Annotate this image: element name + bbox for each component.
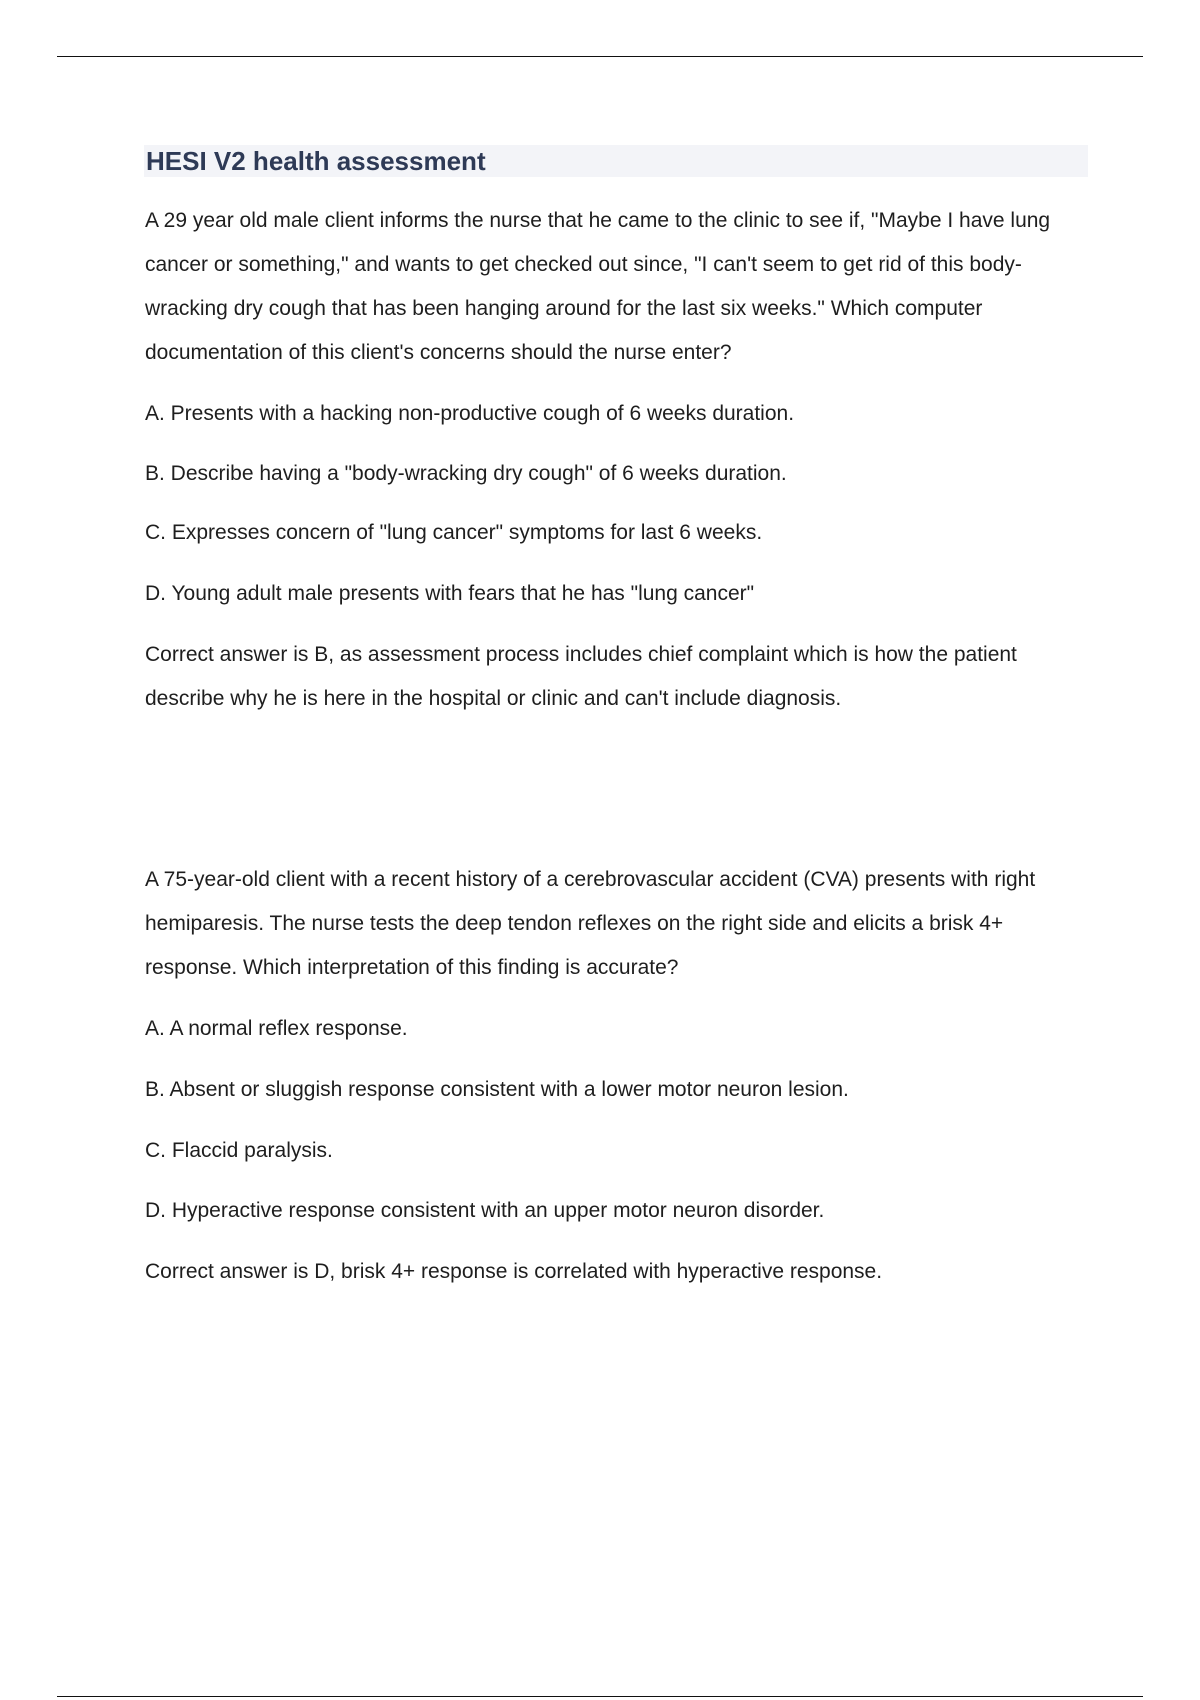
question-1-option-c: C. Expresses concern of "lung cancer" symptoms for last 6 weeks.: [145, 521, 763, 544]
document-title: HESI V2 health assessment: [146, 146, 486, 176]
question-2-option-a: A. A normal reflex response.: [145, 1017, 408, 1040]
question-1-option-d: D. Young adult male presents with fears that he has "lung cancer": [145, 582, 755, 605]
question-2-answer: Correct answer is D, brisk 4+ response is correlated with hyperactive response.: [145, 1260, 883, 1283]
question-2-option-c: C. Flaccid paralysis.: [145, 1139, 333, 1162]
question-1-stem: A 29 year old male client informs the nurse that he came to the clinic to see if, "Maybe I have lung cancer or something," and wants to get checked out since, "I can't seem to get rid of this body-wracking dry cough that has been hanging around for the last six weeks." Which computer documentation of this client's concerns should the nurse enter?: [145, 209, 1051, 364]
question-1-option-b: B. Describe having a "body-wracking dry cough" of 6 weeks duration.: [145, 462, 787, 485]
top-rule: [57, 56, 1143, 57]
question-1-answer: Correct answer is B, as assessment process includes chief complaint which is how the patient describe why he is here in the hospital or clinic and can't include diagnosis.: [145, 643, 1017, 710]
bottom-rule: [57, 1696, 1143, 1697]
question-2-option-d: D. Hyperactive response consistent with an upper motor neuron disorder.: [145, 1199, 825, 1222]
question-1-option-a: A. Presents with a hacking non-productive cough of 6 weeks duration.: [145, 402, 795, 425]
question-2-option-b: B. Absent or sluggish response consistent with a lower motor neuron lesion.: [145, 1078, 849, 1101]
question-2-stem: A 75-year-old client with a recent history of a cerebrovascular accident (CVA) presents with right hemiparesis. The nurse tests the deep tendon reflexes on the right side and elicits a brisk 4+ response. Which interpretation of this finding is accurate?: [145, 868, 1036, 979]
